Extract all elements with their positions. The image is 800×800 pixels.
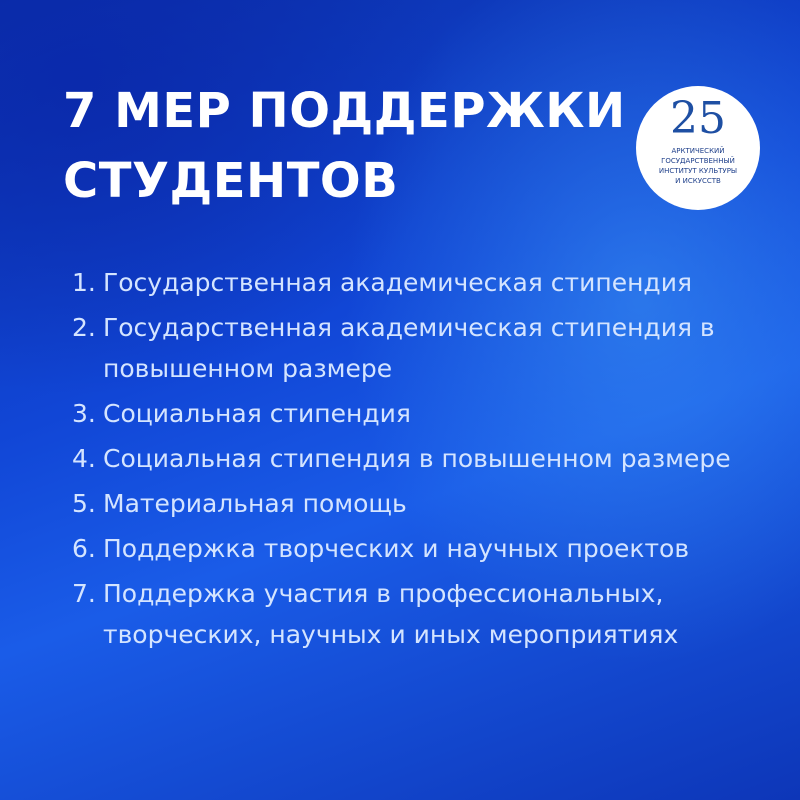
list-item-text: Поддержка творческих и научных проектов — [103, 534, 690, 563]
list-item — [72, 528, 753, 569]
list-item-text: Социальная стипендия — [103, 399, 411, 428]
list-item-number: 3. — [72, 399, 96, 428]
list-item-number: 6. — [72, 534, 96, 563]
logo-caption — [636, 146, 760, 186]
logo-caption-line: АРКТИЧЕСКИЙ — [671, 147, 725, 155]
logo-anniversary-number: 25 — [670, 93, 726, 144]
list-item-text: Материальная помощь — [103, 489, 407, 518]
list-item-text: Государственная академическая стипендия — [103, 268, 692, 297]
page-title — [63, 76, 626, 216]
title-line-2: СТУДЕНТОВ — [63, 153, 399, 209]
logo-caption-line: И ИСКУССТВ — [675, 177, 721, 185]
list-item — [72, 262, 753, 303]
list-item-number: 4. — [72, 444, 96, 473]
list-item — [72, 393, 753, 434]
list-item-number: 7. — [72, 579, 96, 608]
support-measures-list — [72, 262, 753, 659]
list-item-text: Поддержка участия в профессиональных, творческих, научных и иных мероприятиях — [103, 579, 679, 649]
institute-logo — [636, 86, 760, 210]
list-item-number: 5. — [72, 489, 96, 518]
list-item-text: Государственная академическая стипендия в повышенном размере — [103, 313, 715, 383]
list-item — [72, 573, 753, 655]
list-item-number: 1. — [72, 268, 96, 297]
list-item-number: 2. — [72, 313, 96, 342]
title-line-1: 7 МЕР ПОДДЕРЖКИ — [63, 83, 626, 139]
logo-caption-line: ГОСУДАРСТВЕННЫЙ — [661, 157, 735, 165]
list-item — [72, 483, 753, 524]
list-item — [72, 438, 753, 479]
list-item — [72, 307, 753, 389]
logo-caption-line: ИНСТИТУТ КУЛЬТУРЫ — [658, 167, 738, 175]
list-item-text: Социальная стипендия в повышенном размере — [103, 444, 731, 473]
